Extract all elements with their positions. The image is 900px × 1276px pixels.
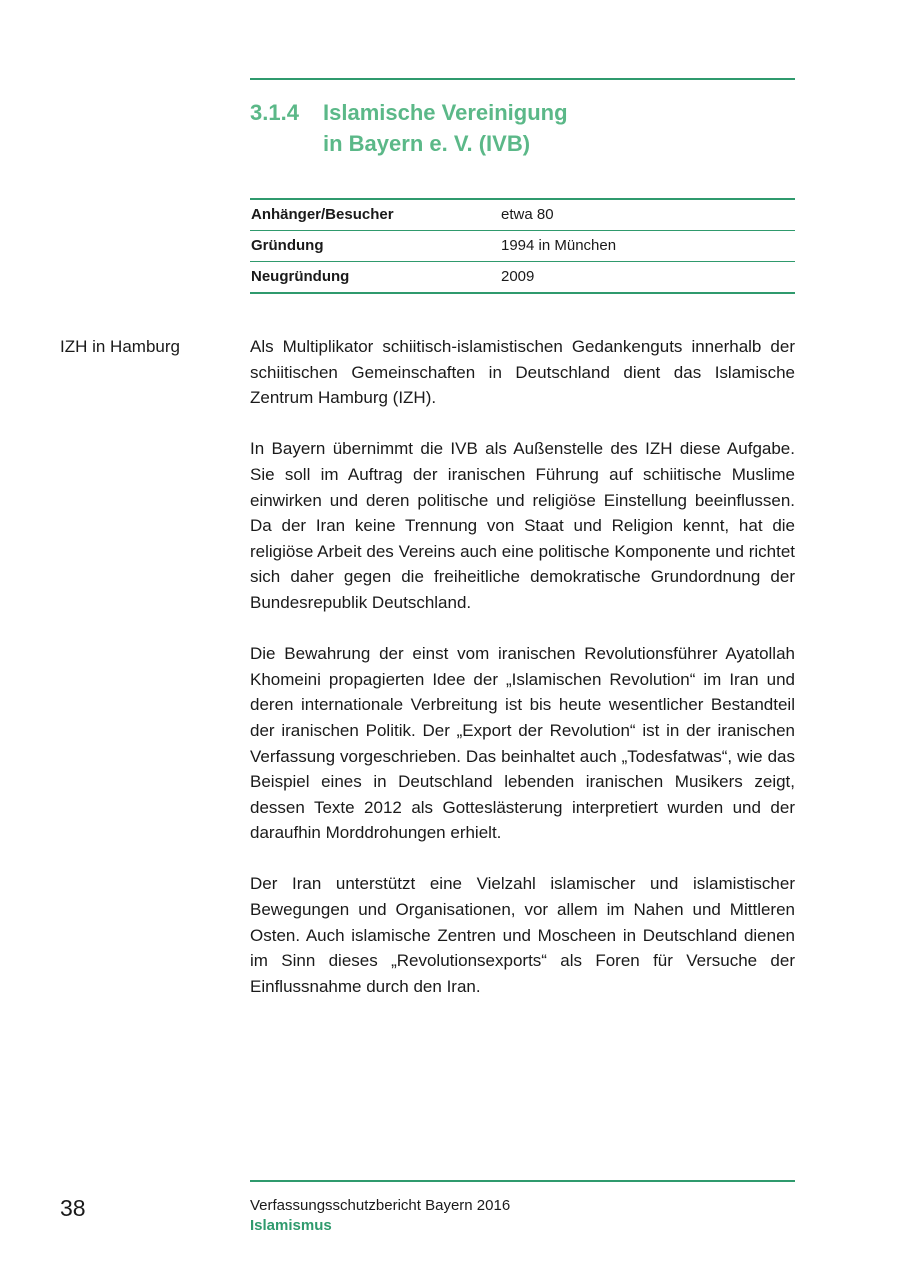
facts-label: Anhänger/Besucher	[251, 206, 394, 223]
facts-value: 2009	[501, 268, 535, 285]
section-number: 3.1.4	[250, 100, 299, 125]
top-divider	[250, 78, 795, 80]
margin-note: IZH in Hamburg	[60, 337, 180, 356]
footer-chapter: Islamismus	[250, 1217, 332, 1234]
facts-label: Gründung	[251, 237, 324, 254]
facts-row	[250, 262, 795, 294]
facts-table	[250, 198, 795, 294]
facts-row	[250, 231, 795, 262]
facts-value: 1994 in München	[501, 237, 617, 254]
footer-divider	[250, 1180, 795, 1182]
paragraph: Als Multiplikator schiitisch-islamistischen Gedankenguts innerhalb der schiitischen Gemeinschaften in Deutschland dient das Islamische Zentrum Hamburg (IZH).	[250, 337, 795, 408]
section-title-line-2: in Bayern e. V. (IVB)	[323, 131, 531, 156]
facts-row	[250, 200, 795, 231]
section-title-line-1: Islamische Vereinigung	[323, 100, 568, 125]
section-title	[323, 97, 783, 159]
facts-label: Neugründung	[251, 268, 350, 285]
paragraph: Der Iran unterstützt eine Vielzahl islamischer und islamistischer Bewegungen und Organisationen, vor allem im Nahen und Mittleren Osten. Auch islamische Zentren und Moscheen in Deutschland dienen im Sinn dieses „Revolutionsexports“ als Foren für Versuche der Einflussnahme durch den Iran.	[250, 874, 795, 996]
paragraph: Die Bewahrung der einst vom iranischen Revolutionsführer Ayatollah Khomeini propagierten Idee der „Islamischen Revolution“ im Iran und deren internationale Verbreitung ist bis heute wesentlicher Bestandteil der iranischen Politik. Der „Export der Revolution“ ist in der iranischen Verfassung vorgeschrieben. Das beinhaltet auch „Todesfatwas“, wie das Beispiel eines in Deutschland lebenden iranischen Musikers zeigt, dessen Texte 2012 als Gotteslästerung interpretiert wurden und der daraufhin Morddrohungen erhielt.	[250, 644, 795, 843]
page-number: 38	[60, 1195, 86, 1221]
paragraph: In Bayern übernimmt die IVB als Außenstelle des IZH diese Aufgabe. Sie soll im Auftrag der iranischen Führung auf schiitische Muslime einwirken und deren politische und religiöse Einstellung beeinflussen. Da der Iran keine Trennung von Staat und Religion kennt, hat die religiöse Arbeit des Vereins auch eine politische Komponente und richtet sich daher gegen die freiheitliche demokratische Grundordnung der Bundesrepublik Deutschland.	[250, 439, 795, 612]
facts-value: etwa 80	[501, 206, 554, 223]
footer-publication: Verfassungsschutzbericht Bayern 2016	[250, 1197, 511, 1214]
body-text	[250, 334, 795, 1025]
